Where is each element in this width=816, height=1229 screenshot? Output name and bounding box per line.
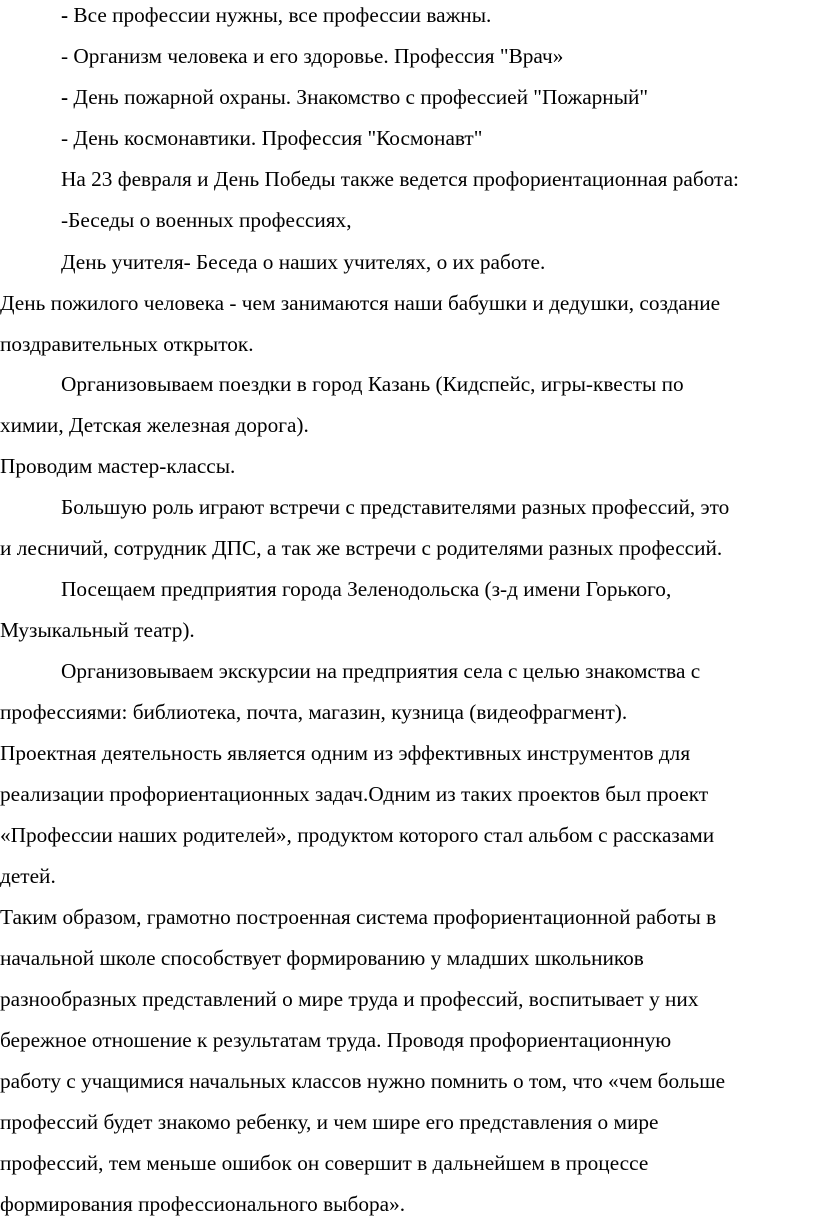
text-line: Большую роль играют встречи с представителями разных профессий, это <box>61 495 730 519</box>
text-line: профессий, тем меньше ошибок он совершит в дальнейшем в процессе <box>0 1151 649 1175</box>
text-line: формирования профессионального выбора». <box>0 1192 406 1216</box>
text-line: и лесничий, сотрудник ДПС, а так же встречи с родителями разных профессий. <box>0 536 723 560</box>
text-line: работу с учащимися начальных классов нужно помнить о том, что «чем больше <box>0 1069 726 1093</box>
text-line: - Организм человека и его здоровье. Профессия "Врач» <box>61 44 564 68</box>
text-line: детей. <box>0 864 56 888</box>
line-text: Все профессии нужны, все профессии важны. <box>68 3 492 27</box>
line-text: День пожарной охраны. Знакомство с профессией "Пожарный" <box>68 85 649 109</box>
text-line: На 23 февраля и День Победы также ведется профориентационная работа: <box>61 167 739 191</box>
text-line: -Беседы о военных профессиях, <box>61 208 352 232</box>
text-line: химии, Детская железная дорога). <box>0 413 309 437</box>
text-line <box>61 85 648 109</box>
text-line <box>61 3 491 27</box>
text-line: Проводим мастер-классы. <box>0 454 236 478</box>
text-line: профессий будет знакомо ребенку, и чем шире его представления о мире <box>0 1110 659 1134</box>
text-line: поздравительных открыток. <box>0 332 254 356</box>
dash-bold: - <box>61 85 69 109</box>
dash-bold: - <box>61 3 69 27</box>
text-line: профессиями: библиотека, почта, магазин, кузница (видеофрагмент). <box>0 700 628 724</box>
text-line: реализации профориентационных задач.Одним из таких проектов был проект <box>0 782 709 806</box>
text-line: - День космонавтики. Профессия "Космонавт" <box>61 126 483 150</box>
text-line: День пожилого человека - чем занимаются наши бабушки и дедушки, создание <box>0 291 721 315</box>
text-line: начальной школе способствует формированию у младших школьников <box>0 946 644 970</box>
text-line: бережное отношение к результатам труда. Проводя профориентационную <box>0 1028 672 1052</box>
text-line: Посещаем предприятия города Зеленодольска (з-д имени Горького, <box>61 577 672 601</box>
text-line: «Профессии наших родителей», продуктом которого стал альбом с рассказами <box>0 823 715 847</box>
text-line: Организовываем поездки в город Казань (Кидспейс, игры-квесты по <box>61 372 684 396</box>
text-line: Организовываем экскурсии на предприятия села с целью знакомства с <box>61 659 701 683</box>
text-line: разнообразных представлений о мире труда и профессий, воспитывает у них <box>0 987 699 1011</box>
text-line: Таким образом, грамотно построенная система профориентационной работы в <box>0 905 717 929</box>
text-line: День учителя- Беседа о наших учителях, о их работе. <box>61 250 546 274</box>
text-line: Проектная деятельность является одним из эффективных инструментов для <box>0 741 691 765</box>
text-line: Музыкальный театр). <box>0 618 195 642</box>
